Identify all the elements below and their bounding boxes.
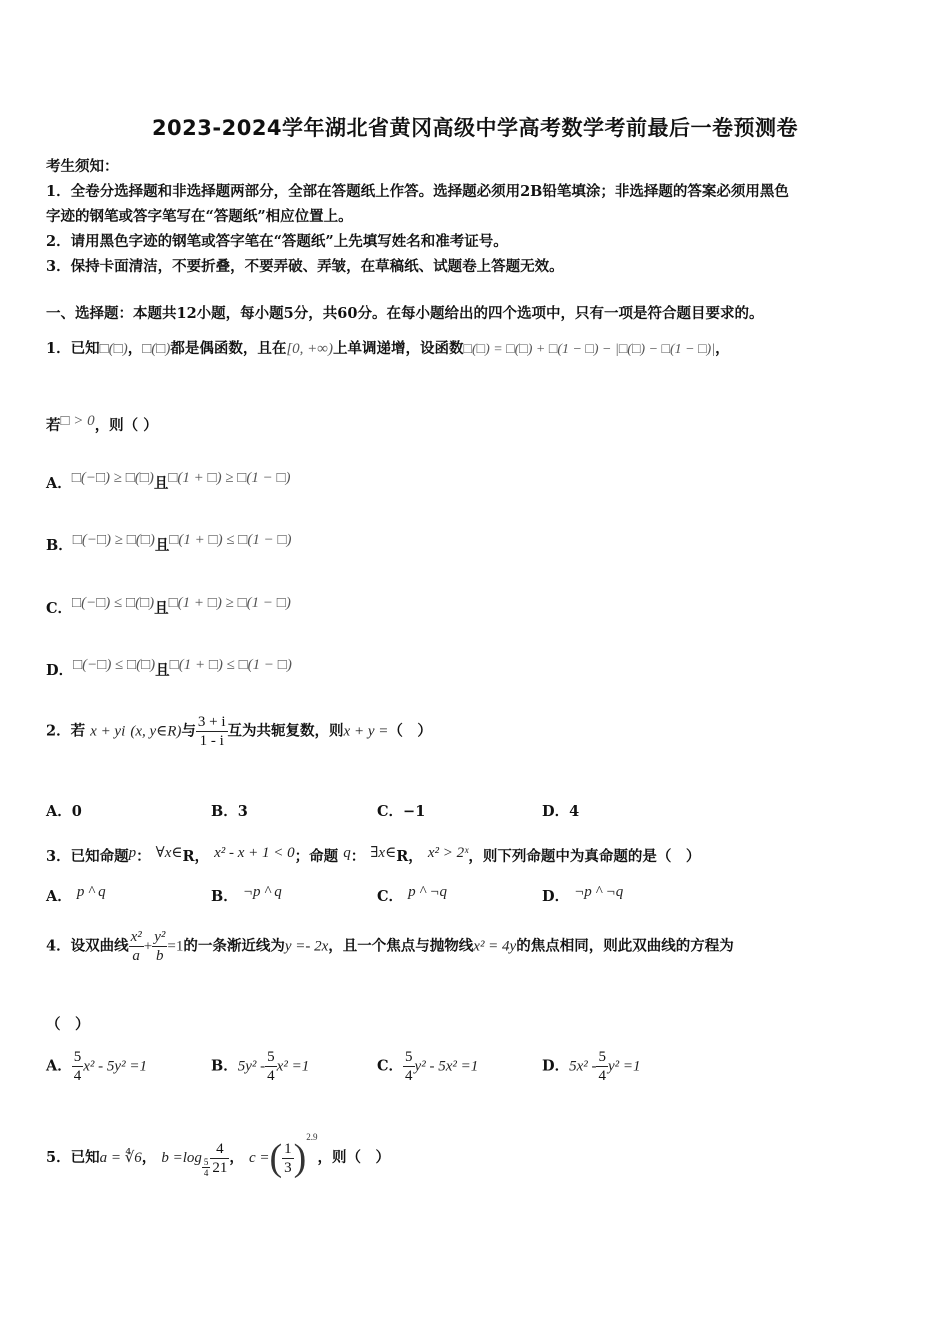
q5-left-paren: (: [269, 1137, 283, 1179]
q1-math-g: □(□): [142, 341, 171, 357]
q3-option-b[interactable]: [211, 885, 282, 906]
q5-c-fraction-den: 3: [284, 1159, 292, 1176]
q4-fraction-y-numerator: y²: [154, 929, 166, 945]
q4-option-d-fraction-num: 5: [598, 1049, 606, 1065]
q1-option-d[interactable]: [46, 659, 292, 680]
q4-fraction-x: [129, 928, 144, 965]
q4-option-d-label: D．: [542, 1057, 570, 1075]
q5-c-fraction-num: 1: [284, 1140, 292, 1157]
q4-text-4: 的焦点相同，则此双曲线的方程为: [516, 937, 734, 955]
notice-item-2: 2．请用黑色字迹的钢笔或答字笔在“答题纸”上先填写姓名和准考证号。: [46, 233, 508, 250]
q3-math-exists: ∃x∈: [370, 845, 397, 861]
q2-fraction-denominator: 1 - i: [199, 733, 224, 749]
q3-option-a[interactable]: [46, 885, 106, 906]
q3-math-ineq1: x² - x + 1 < 0: [214, 845, 295, 861]
q5-sep-1: ，: [141, 1149, 157, 1166]
q1-text-1: 1．已知: [46, 340, 100, 357]
q1-text-6: ，则（ ）: [94, 417, 158, 434]
q4-option-d-fraction-den: 4: [598, 1068, 606, 1084]
notice-item-1a: 1．全卷分选择题和非选择题两部分，全部在答题纸上作答。选择题必须用2B铅笔填涂；非选择题的答案必须用黑色: [46, 183, 789, 200]
notice-item-1b: 字迹的钢笔或答字笔写在“答题纸”相应位置上。: [46, 208, 353, 225]
q3-text-1: 3．已知命题: [46, 848, 129, 865]
q4-option-a-post: x² - 5y² =1: [83, 1058, 147, 1075]
section-heading: 一、选择题：本题共12小题，每小题5分，共60分。在每小题给出的四个选项中，只有一项是符合题目要求的。: [46, 305, 764, 322]
q1-option-a-label: A．: [46, 475, 72, 492]
q4-equals: =1: [167, 938, 184, 955]
q3-option-b-expr: ¬p ^ q: [242, 884, 282, 900]
q1-text-2: 都是偶函数，且在: [170, 340, 287, 357]
q1-math-function: □(□) = □(□) + □(1 − □) − |□(□) − □(1 − □)|: [463, 342, 716, 357]
q3-text-2: ：: [136, 848, 151, 865]
q1-option-a-left: □(−□) ≥ □(□): [71, 470, 154, 486]
q3-math-p: p: [128, 845, 137, 861]
q2-math-domain: (x, y∈R): [130, 723, 182, 740]
q1-text-3: 上单调递增，设函数: [333, 340, 464, 357]
page-title: 2023-2024学年湖北省黄冈高级中学高考数学考前最后一卷预测卷: [151, 116, 799, 140]
q5-text-1: 5．已知: [46, 1149, 100, 1166]
q2-option-a[interactable]: A．0: [46, 803, 82, 820]
q4-fraction-x-denominator: a: [132, 948, 140, 964]
q4-option-c-fraction-num: 5: [405, 1049, 413, 1065]
q1-sep: ，: [127, 340, 143, 357]
q4-option-d-pre: 5x² -: [569, 1058, 597, 1075]
q4-text-1: 4．设双曲线: [46, 937, 129, 955]
q5-right-paren: ): [293, 1137, 307, 1179]
q1-option-d-right: □(1 + □) ≤ □(1 − □): [169, 657, 292, 673]
question-3: [46, 835, 700, 866]
q1-math-f: □(□): [99, 341, 128, 357]
q4-option-a-fraction-num: 5: [73, 1049, 82, 1065]
q3-text-7: ，则下列命题中为真命题的是（ ）: [468, 848, 701, 865]
q1-option-b-and: 且: [154, 537, 170, 554]
q2-text-4: （ ）: [388, 722, 432, 740]
q4-math-asymptote: y =- 2x: [284, 938, 329, 955]
q1-option-b-left: □(−□) ≥ □(□): [72, 532, 155, 548]
q5-sep-2: ，: [229, 1149, 244, 1166]
q1-option-c-label: C．: [46, 600, 73, 617]
question-1-cont: [46, 414, 158, 435]
q3-option-a-expr: p ^ q: [76, 884, 106, 900]
q1-option-a-right: □(1 + □) ≥ □(1 − □): [168, 470, 291, 486]
q3-option-d[interactable]: [542, 885, 623, 906]
question-4: [46, 928, 734, 965]
q3-option-d-label: D．: [542, 888, 570, 905]
q3-option-c-expr: p ^ ¬q: [408, 884, 448, 900]
q1-text-4: ，: [715, 340, 730, 357]
q4-option-b-fraction-den: 4: [267, 1068, 275, 1084]
q1-math-condition: □ > 0: [60, 413, 95, 429]
q1-option-d-and: 且: [155, 662, 170, 679]
q3-text-4: ；命题: [294, 848, 339, 865]
q5-log-base-den: 4: [203, 1168, 209, 1178]
q2-text-3: 互为共轭复数，则: [227, 722, 344, 740]
q3-text-6: R，: [396, 848, 423, 865]
q3-option-c[interactable]: [377, 885, 447, 906]
q2-option-b[interactable]: B．3: [211, 803, 248, 820]
q5-math-c: c =: [248, 1150, 270, 1166]
q4-option-a[interactable]: [46, 1048, 147, 1085]
q3-math-forall: ∀x∈: [155, 845, 183, 861]
q4-text-2: 的一条渐近线为: [183, 937, 285, 955]
q2-math-complex: x + yi: [90, 723, 126, 740]
question-1: [46, 337, 730, 358]
q4-option-a-label: A．: [46, 1057, 72, 1075]
q5-log-base-num: 5: [203, 1157, 209, 1167]
q3-option-b-label: B．: [211, 888, 238, 905]
q5-c-fraction: [282, 1140, 294, 1177]
q4-option-b-pre: 5y² -: [237, 1058, 266, 1075]
q4-option-d[interactable]: [542, 1048, 641, 1085]
q4-fraction-y: [152, 928, 167, 965]
q1-option-c-and: 且: [154, 600, 169, 617]
q4-option-a-fraction-den: 4: [73, 1068, 82, 1084]
q4-option-d-fraction: [596, 1048, 608, 1085]
q2-option-c[interactable]: C．−1: [377, 803, 426, 820]
q4-option-c-fraction-den: 4: [405, 1068, 413, 1084]
q1-option-d-left: □(−□) ≤ □(□): [73, 657, 156, 673]
q3-option-a-label: A．: [46, 888, 72, 905]
q3-option-c-label: C．: [377, 888, 404, 905]
q1-text-5: 若: [46, 417, 61, 434]
q4-option-c-post: y² - 5x² =1: [414, 1058, 479, 1075]
q1-option-b-right: □(1 + □) ≤ □(1 − □): [169, 532, 292, 548]
q1-option-c-right: □(1 + □) ≥ □(1 − □): [168, 595, 291, 611]
question-5: [46, 1132, 390, 1180]
q4-fraction-x-numerator: x²: [130, 929, 142, 945]
q3-text-5: ：: [350, 848, 366, 865]
q5-text-2: ，则（ ）: [317, 1149, 391, 1166]
q3-option-d-expr: ¬p ^ ¬q: [574, 884, 624, 900]
q1-option-a[interactable]: [46, 472, 291, 493]
q3-text-3: R，: [182, 848, 210, 865]
question-4-cont: （ ）: [46, 1016, 90, 1033]
q4-option-d-post: y² =1: [607, 1058, 641, 1075]
q4-math-parabola: x² = 4y: [473, 938, 517, 955]
q2-fraction-numerator: 3 + i: [197, 714, 226, 730]
q2-math-sum: x + y =: [343, 723, 389, 740]
q4-option-c[interactable]: [377, 1048, 478, 1085]
q4-option-a-fraction: [72, 1048, 84, 1085]
q3-math-q: q: [343, 845, 351, 861]
q5-b-fraction: [210, 1140, 229, 1177]
notice-heading: 考生须知：: [46, 158, 119, 175]
q4-option-b-label: B．: [211, 1057, 238, 1075]
q3-math-ineq2: x² > 2ˣ: [427, 845, 469, 861]
q4-plus: +: [143, 938, 153, 955]
q1-option-c[interactable]: [46, 597, 291, 618]
q2-text-1: 2．若: [46, 722, 86, 740]
q5-b-fraction-den: 21: [212, 1159, 228, 1176]
q1-option-b-label: B．: [46, 537, 73, 554]
q4-option-b-post: x² =1: [276, 1058, 310, 1075]
q5-math-a: a = ∜6: [99, 1150, 142, 1166]
q5-log-base: [202, 1157, 211, 1178]
q5-exponent: 2.9: [306, 1132, 318, 1142]
q1-option-a-and: 且: [153, 475, 169, 492]
q1-option-b[interactable]: [46, 534, 292, 555]
question-2: [46, 713, 432, 750]
q4-option-b-fraction-num: 5: [267, 1049, 275, 1065]
notice-item-3: 3．保持卡面清洁，不要折叠，不要弄破、弄皱，在草稿纸、试题卷上答题无效。: [46, 258, 564, 275]
q4-fraction-y-denominator: b: [156, 948, 164, 964]
q5-math-b-log: b =log: [161, 1150, 202, 1166]
q1-math-interval: [0, +∞): [286, 341, 333, 357]
q4-option-c-fraction: [403, 1048, 415, 1085]
q2-fraction: [196, 713, 228, 750]
q2-text-2: 与: [181, 722, 196, 740]
q4-option-c-label: C．: [377, 1057, 404, 1075]
q4-option-b-fraction: [265, 1048, 277, 1085]
q1-option-d-label: D．: [46, 662, 74, 679]
q5-b-fraction-num: 4: [210, 1140, 229, 1159]
q4-text-3: ，且一个焦点与抛物线: [328, 937, 474, 955]
q1-option-c-left: □(−□) ≤ □(□): [72, 595, 155, 611]
q4-option-b[interactable]: [211, 1048, 309, 1085]
q2-option-d[interactable]: D．4: [542, 803, 580, 820]
